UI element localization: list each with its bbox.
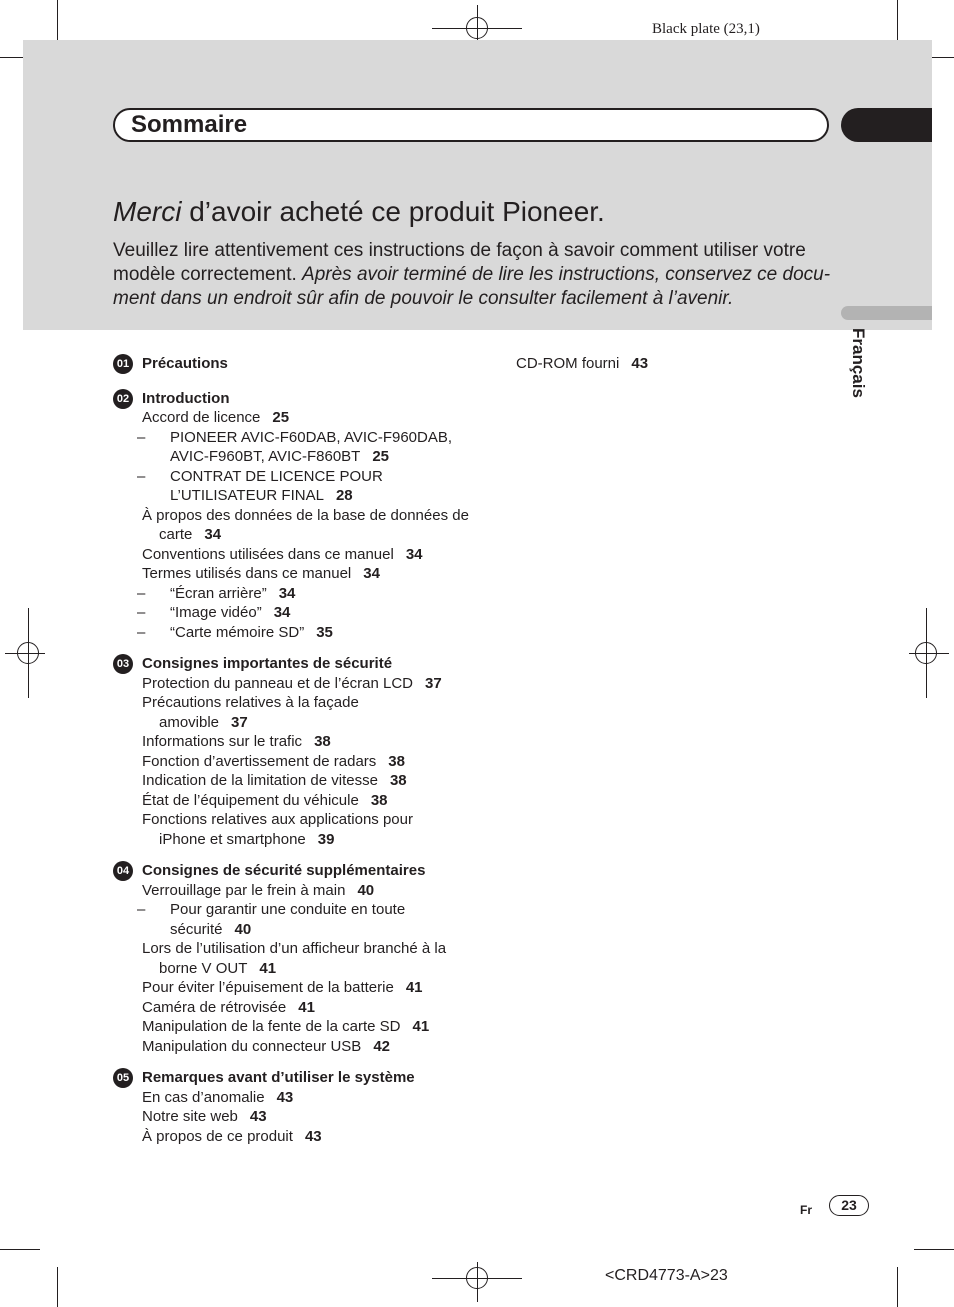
toc-entry-text: Lors de l’utilisation d’un afficheur branché à la borne V OUT — [142, 940, 447, 977]
toc-page-number: 40 — [357, 881, 375, 899]
section-number-badge: 04 — [113, 861, 133, 881]
toc-page-number: 43 — [249, 1108, 267, 1125]
toc-section-02 — [113, 389, 473, 643]
toc-subentry[interactable] — [113, 623, 473, 643]
toc-page-number: 38 — [314, 733, 331, 750]
crop-mark — [57, 1267, 58, 1307]
toc-page-number: 41 — [405, 979, 423, 996]
section-number-badge: 03 — [113, 654, 133, 674]
toc-entry-text: “Carte mémoire SD” — [170, 623, 305, 641]
toc-entry-text: Manipulation du connecteur USB — [142, 1037, 362, 1055]
toc-entry[interactable] — [113, 881, 473, 901]
crop-mark — [57, 0, 58, 40]
dash: – — [137, 428, 146, 446]
toc-entry-text: Précautions relatives à la façade amovible — [142, 694, 359, 731]
section-title: Sommaire — [131, 111, 248, 138]
toc-entry[interactable] — [113, 732, 473, 752]
toc-entry-text: Verrouillage par le frein à main — [142, 881, 346, 899]
toc-page-number: 37 — [425, 674, 442, 692]
toc-section-heading[interactable] — [113, 1068, 473, 1088]
toc-entry[interactable] — [113, 545, 473, 565]
page-number: 23 — [829, 1195, 869, 1216]
toc-entry-text: Manipulation de la fente de la carte SD — [142, 1018, 401, 1035]
toc-entry[interactable] — [113, 1037, 473, 1057]
registration-mark — [17, 642, 39, 664]
registration-mark — [466, 1267, 488, 1289]
heading-italic: Merci — [113, 196, 182, 227]
toc-entry[interactable] — [113, 998, 473, 1018]
crop-mark — [897, 0, 898, 40]
language-tab-marker — [841, 306, 932, 320]
toc-page-number: 42 — [373, 1037, 390, 1055]
toc-subentry[interactable] — [113, 584, 473, 604]
toc-section-heading[interactable] — [113, 861, 473, 881]
toc-entry-text: Informations sur le trafic — [142, 733, 303, 750]
toc-page-number: 34 — [405, 545, 423, 563]
section-number-badge: 05 — [113, 1068, 133, 1088]
plate-label: Black plate (23,1) — [652, 21, 760, 37]
toc-subentry[interactable] — [113, 428, 473, 467]
toc-entry-text: Pour garantir une conduite en toute sécurité — [170, 901, 406, 938]
toc-page-number: 35 — [316, 623, 333, 641]
crop-mark — [914, 1249, 954, 1250]
toc-subentry[interactable] — [113, 467, 473, 506]
toc-entry-text: Accord de licence — [142, 409, 261, 426]
toc-page-number: 43 — [631, 355, 649, 372]
toc-entry[interactable] — [113, 1088, 473, 1108]
section-title: Précautions — [142, 355, 228, 372]
page-heading — [113, 196, 605, 228]
section-title: Remarques avant d’utiliser le système — [142, 1069, 415, 1086]
toc-page-number: 37 — [231, 713, 248, 731]
registration-mark — [915, 642, 937, 664]
toc-column-2 — [516, 354, 648, 374]
toc-entry[interactable] — [113, 752, 473, 772]
crop-mark — [0, 1249, 40, 1250]
toc-page-number: 38 — [389, 772, 407, 789]
toc-page-number: 43 — [304, 1127, 322, 1145]
toc-page-number: 41 — [412, 1018, 430, 1035]
intro-paragraph — [113, 239, 843, 311]
toc-entry-text: Fonctions relatives aux applications pour iPhone et smartphone — [142, 811, 413, 848]
crop-mark — [897, 1267, 898, 1307]
registration-mark — [466, 17, 488, 39]
document-code: <CRD4773-A>23 — [605, 1267, 728, 1284]
toc-entry-text: Protection du panneau et de l’écran LCD — [142, 674, 414, 692]
toc-page-number: 25 — [272, 409, 290, 426]
toc-entry[interactable] — [113, 564, 473, 584]
toc-section-03 — [113, 654, 473, 849]
toc-entry[interactable] — [516, 354, 648, 374]
toc-entry[interactable] — [113, 810, 473, 849]
toc-page-number: 34 — [204, 526, 222, 543]
table-of-contents — [113, 354, 473, 1158]
toc-entry-text: CD-ROM fourni — [516, 355, 620, 372]
toc-entry-text: PIONEER AVIC-F60DAB, AVIC-F960DAB, AVIC-F960BT, AVIC-F860BT — [170, 428, 453, 465]
toc-subentry[interactable] — [113, 900, 473, 939]
toc-page-number: 25 — [372, 448, 390, 465]
intro-plain: Veuillez lire attentivement ces instructions de façon à savoir comment utiliser votre modèle correctement. — [113, 240, 806, 285]
toc-entry[interactable] — [113, 791, 473, 811]
language-code: Fr — [800, 1203, 812, 1217]
toc-entry-text: Fonction d’avertissement de radars — [142, 752, 377, 770]
toc-page-number: 40 — [234, 920, 252, 938]
toc-entry-text: Indication de la limitation de vitesse — [142, 772, 378, 789]
toc-page-number: 43 — [276, 1088, 294, 1106]
toc-entry-text: À propos de ce produit — [142, 1127, 293, 1145]
toc-entry-text: “Écran arrière” — [170, 584, 267, 602]
toc-section-heading[interactable] — [113, 389, 473, 409]
toc-page-number: 39 — [317, 830, 335, 848]
section-number-badge: 01 — [113, 354, 133, 374]
toc-entry[interactable] — [113, 771, 473, 791]
section-title: Introduction — [142, 389, 230, 407]
toc-entry-text: État de l’équipement du véhicule — [142, 791, 359, 809]
toc-page-number: 41 — [259, 959, 277, 977]
toc-entry-text: Caméra de rétrovisée — [142, 998, 287, 1016]
chapter-tab — [841, 108, 932, 142]
toc-page-number: 34 — [363, 565, 380, 582]
section-title: Consignes importantes de sécurité — [142, 655, 393, 672]
toc-entry[interactable] — [113, 674, 473, 694]
toc-section-heading[interactable] — [113, 654, 473, 674]
dash: – — [137, 623, 146, 641]
toc-page-number: 41 — [298, 998, 315, 1016]
toc-entry-text: CONTRAT DE LICENCE POUR L’UTILISATEUR FINAL — [170, 467, 383, 504]
toc-entry-text: À propos des données de la base de données de carte — [142, 506, 469, 543]
toc-entry-text: “Image vidéo” — [170, 604, 262, 621]
toc-entry-text: En cas d’anomalie — [142, 1088, 265, 1106]
toc-page-number: 28 — [335, 487, 353, 504]
toc-page-number: 38 — [370, 791, 388, 809]
dash: – — [137, 467, 146, 485]
toc-entry[interactable] — [113, 978, 473, 998]
toc-subentry[interactable] — [113, 603, 473, 623]
toc-page-number: 34 — [273, 604, 291, 621]
dash: – — [137, 604, 146, 621]
intro-italic: Après avoir terminé de lire les instructions, conservez ce document dans un endroit sûr afin de pouvoir le consulter facilement à l’avenir. — [113, 264, 831, 309]
toc-page-number: 34 — [278, 584, 296, 602]
toc-entry[interactable] — [113, 1017, 473, 1037]
language-tab-label: Français — [849, 328, 868, 398]
dash: – — [137, 901, 146, 918]
toc-entry-text: Notre site web — [142, 1108, 238, 1125]
section-number-badge: 02 — [113, 389, 133, 409]
toc-entry[interactable] — [113, 693, 473, 732]
dash: – — [137, 584, 146, 602]
toc-section-05 — [113, 1068, 473, 1146]
toc-entry[interactable] — [113, 1127, 473, 1147]
toc-entry[interactable] — [113, 939, 473, 978]
toc-entry[interactable] — [113, 506, 473, 545]
toc-entry-text: Pour éviter l’épuisement de la batterie — [142, 979, 394, 996]
toc-section-01 — [113, 354, 473, 374]
section-title-box — [113, 108, 829, 142]
toc-entry-text: Termes utilisés dans ce manuel — [142, 565, 352, 582]
toc-page-number: 38 — [388, 752, 405, 770]
heading-rest: d’avoir acheté ce produit Pioneer. — [181, 196, 605, 227]
toc-entry-text: Conventions utilisées dans ce manuel — [142, 545, 394, 563]
toc-entry[interactable] — [113, 1107, 473, 1127]
toc-section-04 — [113, 861, 473, 1056]
toc-entry[interactable] — [113, 408, 473, 428]
toc-section-heading[interactable] — [113, 354, 473, 374]
section-title: Consignes de sécurité supplémentaires — [142, 862, 426, 879]
